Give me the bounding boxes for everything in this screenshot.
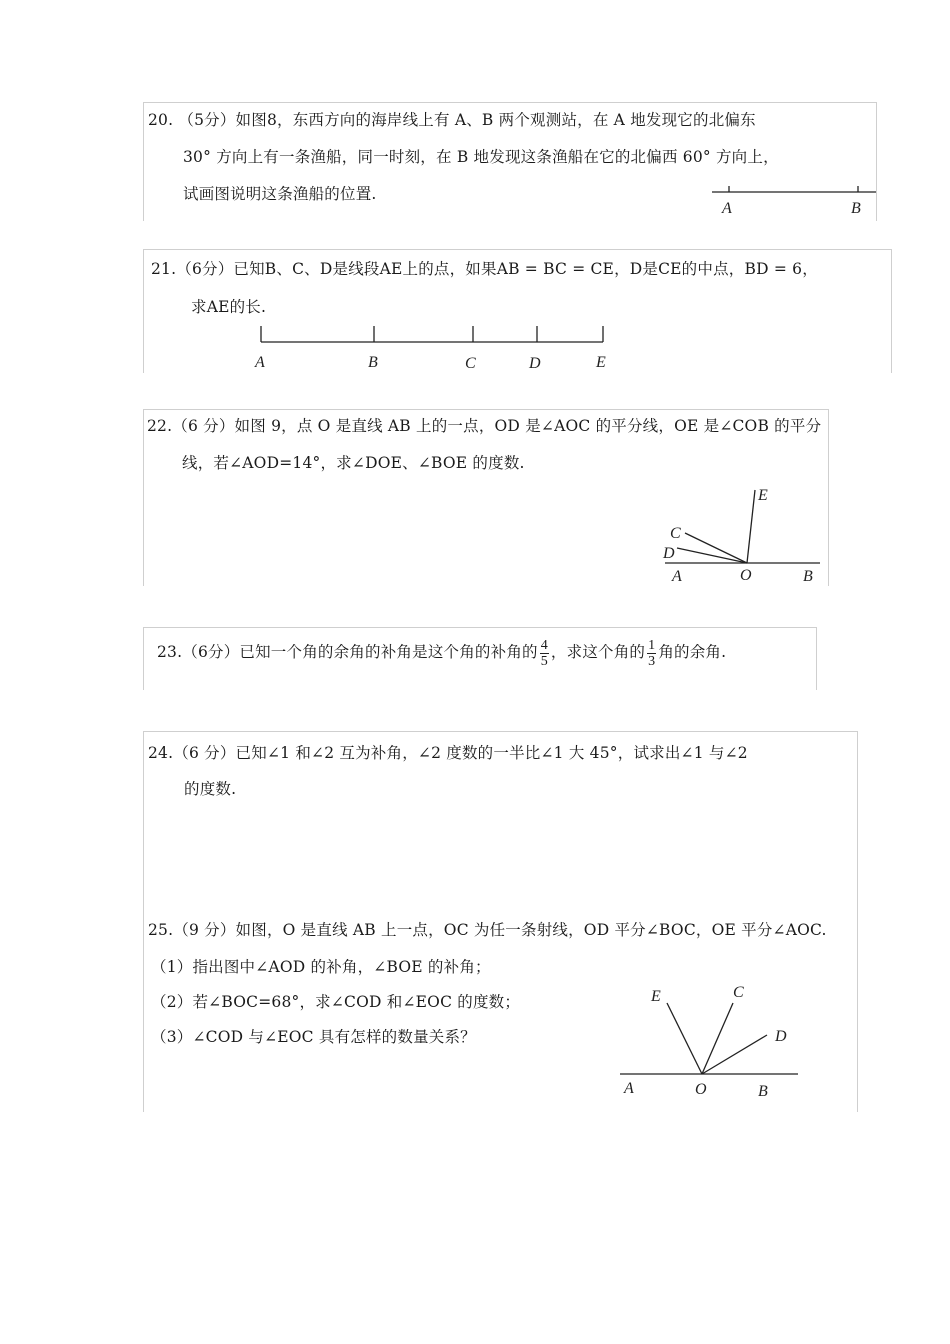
- q20-line-2: 30° 方向上有一条渔船，同一时刻，在 B 地发现这条渔船在它的北偏西 60° 方向上，: [183, 148, 779, 166]
- q25-line-3: （2）若∠BOC=68°，求∠COD 和∠EOC 的度数；: [151, 993, 521, 1011]
- q25-label-b: B: [758, 1083, 768, 1100]
- q25-line-4: （3）∠COD 与∠EOC 具有怎样的数量关系？: [151, 1028, 476, 1046]
- q25-angle-diagram: [615, 978, 815, 1103]
- q21-label-a: A: [255, 354, 265, 371]
- q23-frac1-den: 5: [540, 653, 548, 669]
- q22-label-d: D: [663, 545, 675, 562]
- q21-label-b: B: [368, 354, 378, 371]
- q22-line-2: 线，若∠AOD=14°，求∠DOE、∠BOE 的度数.: [182, 454, 525, 472]
- q22-label-b: B: [803, 568, 813, 585]
- q23-line: [157, 631, 726, 673]
- q23-text-after: 角的余角.: [658, 643, 727, 661]
- q23-frac2-num: 1: [648, 637, 656, 653]
- q21-label-d: D: [529, 355, 541, 372]
- q23-text-before: 23.（6分）已知一个角的余角的补角是这个角的补角的: [157, 643, 538, 661]
- q20-label-b: B: [851, 200, 861, 217]
- q23-text-middle: ，求这个角的: [550, 643, 646, 661]
- q22-line-1: 22.（6 分）如图 9，点 O 是直线 AB 上的一点，OD 是∠AOC 的平分线，OE 是∠COB 的平分: [147, 417, 822, 435]
- q20-label-a: A: [722, 200, 732, 217]
- q21-segment-diagram: [250, 322, 620, 374]
- q23-frac1-num: 4: [540, 637, 548, 653]
- q20-line-3: 试画图说明这条渔船的位置.: [183, 185, 377, 203]
- q24-line-1: 24.（6 分）已知∠1 和∠2 互为补角，∠2 度数的一半比∠1 大 45°，试求出∠1 与∠2: [148, 744, 748, 762]
- q25-label-d: D: [775, 1028, 787, 1045]
- q24-line-2: 的度数.: [184, 780, 237, 798]
- q20-line-1: 20. （5分）如图8，东西方向的海岸线上有 A、B 两个观测站，在 A 地发现它的北偏东: [148, 111, 756, 129]
- q21-label-e: E: [596, 354, 606, 371]
- q25-label-a: A: [624, 1080, 634, 1097]
- q20-coastline-diagram: [700, 180, 880, 220]
- q25-line-2: （1）指出图中∠AOD 的补角，∠BOE 的补角；: [151, 958, 491, 976]
- q23-frac2-den: 3: [648, 653, 656, 669]
- q21-label-c: C: [465, 355, 476, 372]
- q25-label-e: E: [651, 988, 661, 1005]
- q21-line-2: 求AE的长.: [191, 298, 267, 316]
- q23-fraction-4-5: [540, 638, 549, 669]
- q23-fraction-1-3: [647, 638, 656, 669]
- q25-label-o: O: [695, 1081, 707, 1098]
- q25-line-1: 25.（9 分）如图，O 是直线 AB 上一点，OC 为任一条射线，OD 平分∠BOC，OE 平分∠AOC.: [148, 921, 827, 939]
- q21-line-1: 21.（6分）已知B、C、D是线段AE上的点，如果AB = BC = CE，D是CE的中点，BD = 6，: [151, 260, 818, 278]
- q22-label-a: A: [672, 568, 682, 585]
- q22-label-c: C: [670, 525, 681, 542]
- q25-label-c: C: [733, 984, 744, 1001]
- q22-label-o: O: [740, 567, 752, 584]
- q22-angle-diagram: [655, 480, 835, 585]
- q22-label-e: E: [758, 487, 768, 504]
